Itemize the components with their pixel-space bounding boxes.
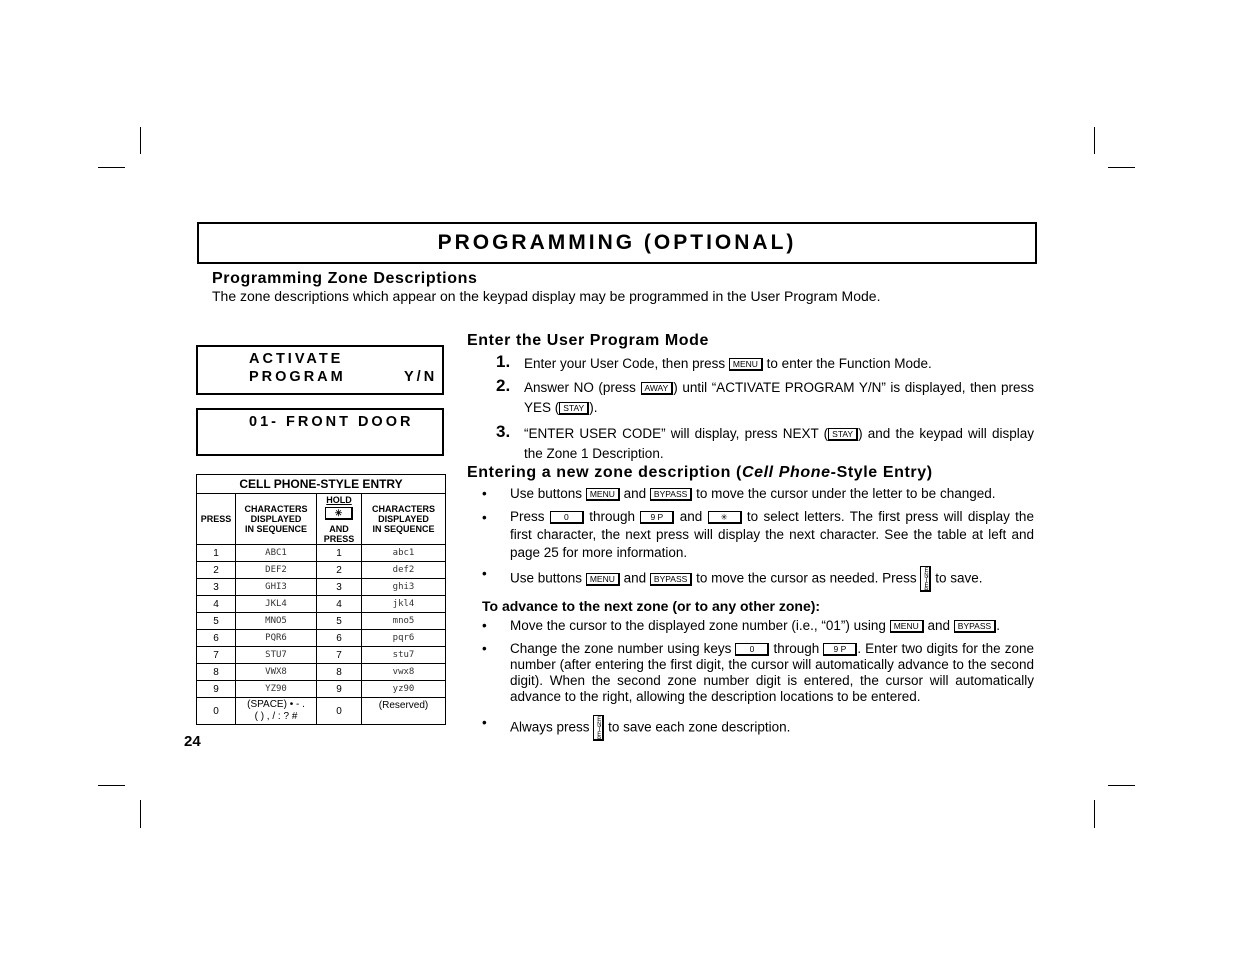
table-row [197,681,446,698]
table-row [197,613,446,630]
menu-key-icon: MENU [586,488,620,501]
table-cell-press2: 6 [317,630,362,647]
table-cell-lower: yz90 [362,681,446,698]
table-cell-press: 8 [197,664,236,681]
table-cell-upper: PQR6 [236,630,317,647]
table-cell-lower: pqr6 [362,630,446,647]
entering-title: Entering a new zone description (Cell Phone-Style Entry) [467,464,933,481]
zero-key-icon: 0 [735,643,769,656]
zero-key-icon: 0 [550,511,584,524]
table-cell-lower: abc1 [362,545,446,562]
table-row [197,664,446,681]
table-cell-press2: 3 [317,579,362,596]
table-cell-upper: VWX8 [236,664,317,681]
crop-mark [140,127,141,154]
table-cell-press: 9 [197,681,236,698]
enter-key-icon: ENTER [920,566,931,592]
header-press: PRESS [197,494,236,545]
table-cell-upper: DEF2 [236,562,317,579]
table-cell-press2: 0 [317,698,362,725]
section-title: Programming Zone Descriptions [212,270,478,287]
table-row [197,562,446,579]
menu-key-icon: MENU [890,620,924,633]
crop-mark [1108,785,1135,786]
table-cell-press2: 2 [317,562,362,579]
page-title: PROGRAMMING (OPTIONAL) [437,231,797,254]
crop-mark [1094,127,1095,154]
table-cell-upper: ABC1 [236,545,317,562]
table-cell-press: 5 [197,613,236,630]
bypass-key-icon: BYPASS [954,620,996,633]
table-cell-upper: GHI3 [236,579,317,596]
table-row [197,545,446,562]
bypass-key-icon: BYPASS [650,488,692,501]
header-characters-lower: CHARACTERS DISPLAYED IN SEQUENCE [362,494,446,545]
crop-mark [1094,800,1095,828]
enter-mode-title: Enter the User Program Mode [467,332,710,349]
header-characters-upper: CHARACTERS DISPLAYED IN SEQUENCE [236,494,317,545]
table-cell-upper: STU7 [236,647,317,664]
table-cell-press2: 9 [317,681,362,698]
stay-key-icon: STAY [828,428,858,441]
lcd-line-1: ACTIVATE [249,351,344,367]
table-cell-lower: ghi3 [362,579,446,596]
menu-key-icon: MENU [586,573,620,586]
away-key-icon: AWAY [641,382,674,395]
nine-key-icon: 9 P [640,511,674,524]
cell-phone-entry-table [196,474,446,725]
star-key-icon: ✳ [708,511,742,524]
lcd-display-activate [196,345,444,395]
table-cell-lower: def2 [362,562,446,579]
lcd-line-1: 01- FRONT DOOR [249,414,414,430]
table-cell-press: 4 [197,596,236,613]
enter-key-icon: ENTER [593,715,604,741]
table-cell-lower: mno5 [362,613,446,630]
menu-key-icon: MENU [729,358,763,371]
page-number: 24 [184,733,201,750]
table-cell-press2: 8 [317,664,362,681]
table-cell-upper: MNO5 [236,613,317,630]
table-row [197,596,446,613]
table-cell-press: 6 [197,630,236,647]
crop-mark [140,800,141,828]
table-cell-lower: jkl4 [362,596,446,613]
table-cell-press2: 4 [317,596,362,613]
table-cell-lower: vwx8 [362,664,446,681]
nine-key-icon: 9 P [823,643,857,656]
table-cell-upper: YZ90 [236,681,317,698]
header-hold-and-press: HOLD ✳ AND PRESS [317,494,362,545]
lcd-line-2-right: Y/N [404,369,438,385]
table-cell-press2: 1 [317,545,362,562]
table-cell-press2: 5 [317,613,362,630]
table-cell-upper: JKL4 [236,596,317,613]
table-cell-press: 2 [197,562,236,579]
table-cell-press: 1 [197,545,236,562]
table-cell-lower: (Reserved) [362,698,446,725]
table-title: CELL PHONE-STYLE ENTRY [197,475,446,494]
star-key-icon: ✳ [325,507,353,520]
bypass-key-icon: BYPASS [650,573,692,586]
table-cell-press2: 7 [317,647,362,664]
lcd-display-zone [196,408,444,456]
crop-mark [1108,167,1135,168]
table-cell-press: 0 [197,698,236,725]
section-intro: The zone descriptions which appear on the keypad display may be programmed in the User Program Mode. [212,288,881,304]
table-cell-press: 7 [197,647,236,664]
table-row [197,579,446,596]
table-cell-press: 3 [197,579,236,596]
stay-key-icon: STAY [559,402,589,415]
advance-title: To advance to the next zone (or to any other zone): [482,598,821,614]
table-cell-upper: (SPACE) • - . ( ) , / : ? # [236,698,317,725]
lcd-line-2: PROGRAM [249,369,346,385]
table-cell-lower: stu7 [362,647,446,664]
table-row [197,647,446,664]
page-title-banner [197,222,1037,264]
table-row [197,630,446,647]
crop-mark [98,785,125,786]
crop-mark [98,167,125,168]
